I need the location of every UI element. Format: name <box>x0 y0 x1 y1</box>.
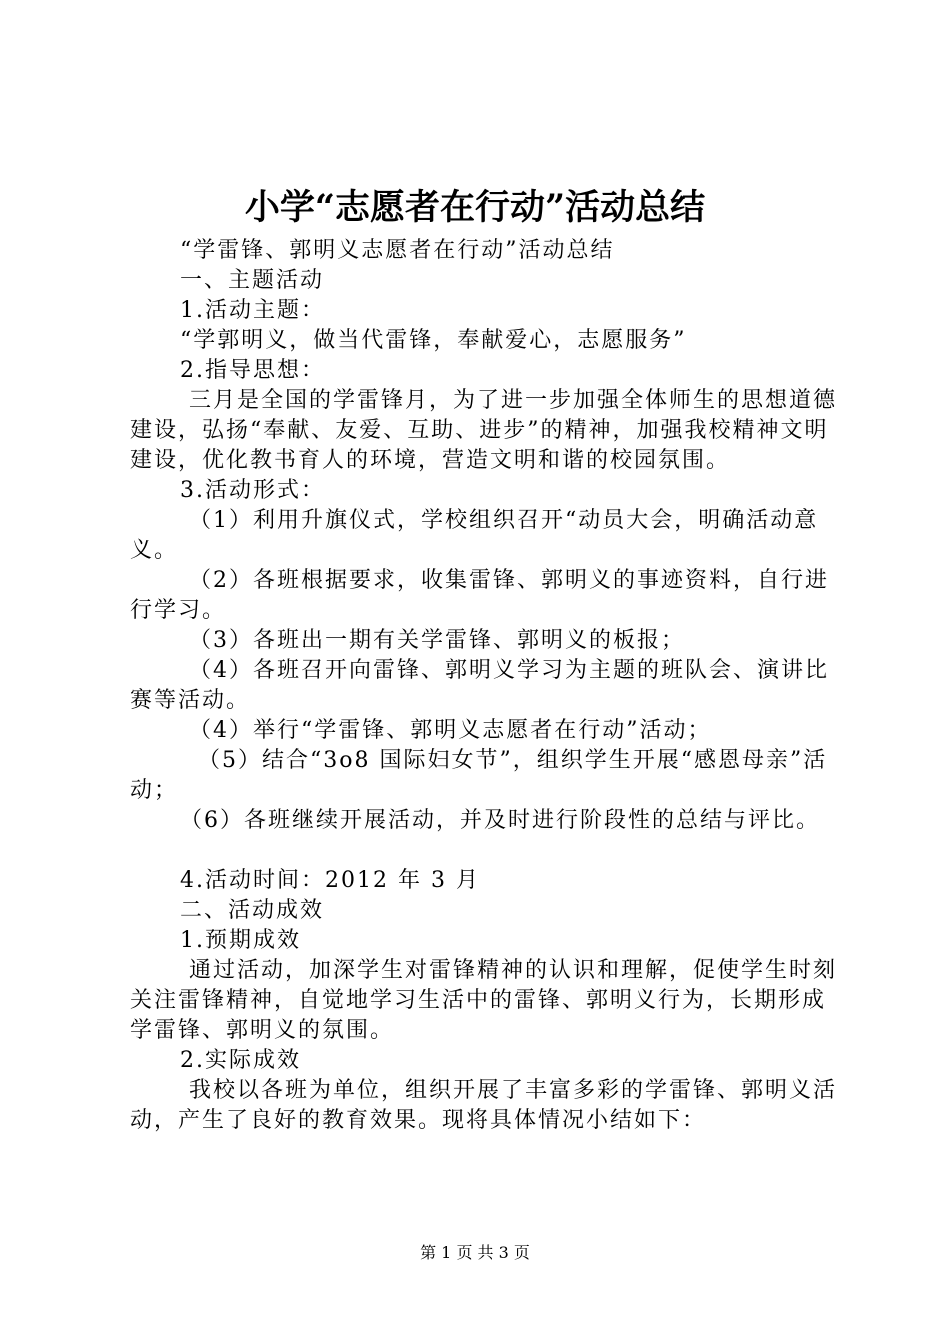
document-title: 小学“志愿者在行动”活动总结 <box>244 187 706 228</box>
theme-slogan: “学郭明义，做当代雷锋，奉献爱心，志愿服务” <box>180 328 687 353</box>
section-heading-1: 一、主题活动 <box>180 268 325 293</box>
paragraph-guiding-ideology: 三月是全国的学雷锋月，为了进一步加强全体师生的思想道德建设，弘扬“奉献、友爱、互助、进步”的精神，加强我校精神文明建设，优化教书育人的环境，营造文明和谐的校园氛围。 <box>130 388 838 473</box>
item-heading-expected-results: 1.预期成效 <box>180 928 301 953</box>
item-heading-guiding-ideology: 2.指导思想： <box>180 358 325 383</box>
item-heading-actual-results: 2.实际成效 <box>180 1048 301 1073</box>
paragraph-actual-results: 我校以各班为单位，组织开展了丰富多彩的学雷锋、郭明义活动，产生了良好的教育效果。现将具体情况小结如下： <box>130 1078 838 1133</box>
item-heading-activity-form: 3.活动形式： <box>180 478 325 503</box>
document-body <box>130 236 840 1136</box>
page-number-footer: 第 1 页 共 3 页 <box>420 1243 530 1262</box>
list-item-form-4b: （4）举行“学雷锋、郭明义志愿者在行动”活动； <box>180 718 712 743</box>
list-item-form-3: （3）各班出一期有关学雷锋、郭明义的板报； <box>180 628 685 653</box>
list-item-form-6: （6）各班继续开展活动，并及时进行阶段性的总结与评比。 <box>180 808 820 833</box>
list-item-form-4: （4）各班召开向雷锋、郭明义学习为主题的班队会、演讲比赛等活动。 <box>130 658 829 713</box>
list-item-form-2: （2）各班根据要求，收集雷锋、郭明义的事迹资料，自行进行学习。 <box>130 568 829 623</box>
section-heading-2: 二、活动成效 <box>180 898 325 923</box>
paragraph-subtitle: “学雷锋、郭明义志愿者在行动”活动总结 <box>180 238 615 263</box>
paragraph-expected-results: 通过活动，加深学生对雷锋精神的认识和理解，促使学生时刻关注雷锋精神，自觉地学习生活中的雷锋、郭明义行为，长期形成学雷锋、郭明义的氛围。 <box>130 958 838 1043</box>
item-heading-activity-time: 4.活动时间：2012 年 3 月 <box>180 868 480 893</box>
list-item-form-5: （5）结合“3o8 国际妇女节”，组织学生开展“感恩母亲”活动； <box>130 748 828 803</box>
item-heading-theme: 1.活动主题： <box>180 298 325 323</box>
list-item-form-1: （1）利用升旗仪式，学校组织召开“动员大会，明确活动意义。 <box>130 508 819 563</box>
